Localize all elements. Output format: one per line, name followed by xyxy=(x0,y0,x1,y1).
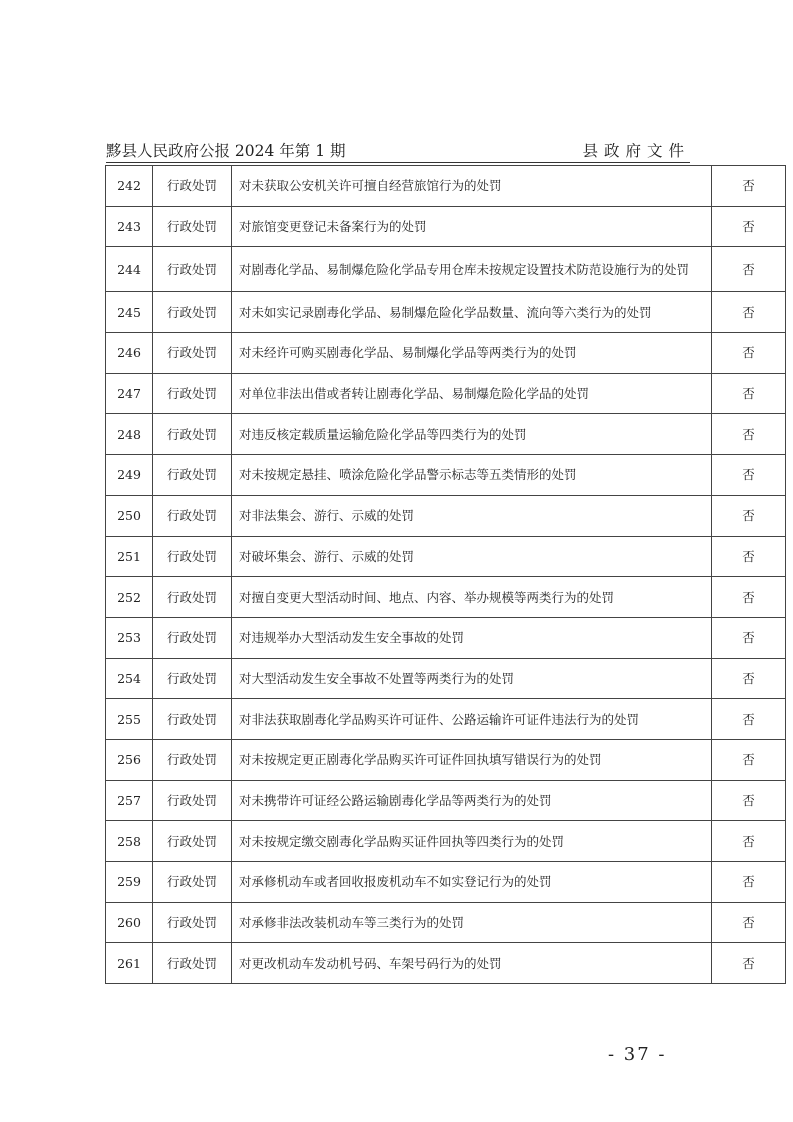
table-row xyxy=(106,617,786,658)
row-flag: 否 xyxy=(712,658,786,699)
row-flag: 否 xyxy=(712,292,786,333)
row-number: 256 xyxy=(106,739,153,780)
row-type: 行政处罚 xyxy=(153,943,232,984)
row-description: 对未携带许可证经公路运输剧毒化学品等两类行为的处罚 xyxy=(232,780,712,821)
table-row xyxy=(106,333,786,374)
row-flag: 否 xyxy=(712,577,786,618)
table-row xyxy=(106,821,786,862)
row-description: 对大型活动发生安全事故不处置等两类行为的处罚 xyxy=(232,658,712,699)
row-type: 行政处罚 xyxy=(153,862,232,903)
row-type: 行政处罚 xyxy=(153,373,232,414)
row-number: 245 xyxy=(106,292,153,333)
row-number: 252 xyxy=(106,577,153,618)
row-description: 对未按规定更正剧毒化学品购买许可证件回执填写错误行为的处罚 xyxy=(232,739,712,780)
row-number: 254 xyxy=(106,658,153,699)
page-number: - 37 - xyxy=(608,1044,667,1065)
row-description: 对违规举办大型活动发生安全事故的处罚 xyxy=(232,617,712,658)
row-type: 行政处罚 xyxy=(153,821,232,862)
row-number: 258 xyxy=(106,821,153,862)
row-type: 行政处罚 xyxy=(153,658,232,699)
row-type: 行政处罚 xyxy=(153,414,232,455)
row-number: 242 xyxy=(106,166,153,207)
row-description: 对未按规定悬挂、喷涂危险化学品警示标志等五类情形的处罚 xyxy=(232,455,712,496)
section-title: 县政府文件 xyxy=(582,142,690,160)
table-row xyxy=(106,414,786,455)
row-number: 247 xyxy=(106,373,153,414)
table-row xyxy=(106,206,786,247)
row-number: 243 xyxy=(106,206,153,247)
row-type: 行政处罚 xyxy=(153,617,232,658)
row-flag: 否 xyxy=(712,414,786,455)
row-description: 对违反核定载质量运输危险化学品等四类行为的处罚 xyxy=(232,414,712,455)
row-number: 261 xyxy=(106,943,153,984)
row-flag: 否 xyxy=(712,166,786,207)
items-table xyxy=(105,165,786,984)
page-header xyxy=(106,137,690,163)
row-type: 行政处罚 xyxy=(153,247,232,292)
row-type: 行政处罚 xyxy=(153,739,232,780)
row-type: 行政处罚 xyxy=(153,902,232,943)
row-description: 对未获取公安机关许可擅自经营旅馆行为的处罚 xyxy=(232,166,712,207)
header-divider xyxy=(106,162,690,163)
row-description: 对未按规定缴交剧毒化学品购买证件回执等四类行为的处罚 xyxy=(232,821,712,862)
table-row xyxy=(106,247,786,292)
row-flag: 否 xyxy=(712,617,786,658)
row-number: 259 xyxy=(106,862,153,903)
table-row xyxy=(106,780,786,821)
row-description: 对未如实记录剧毒化学品、易制爆危险化学品数量、流向等六类行为的处罚 xyxy=(232,292,712,333)
row-number: 253 xyxy=(106,617,153,658)
table-row xyxy=(106,699,786,740)
row-type: 行政处罚 xyxy=(153,292,232,333)
row-type: 行政处罚 xyxy=(153,577,232,618)
table-row xyxy=(106,166,786,207)
row-number: 255 xyxy=(106,699,153,740)
row-type: 行政处罚 xyxy=(153,699,232,740)
row-flag: 否 xyxy=(712,495,786,536)
row-type: 行政处罚 xyxy=(153,333,232,374)
row-type: 行政处罚 xyxy=(153,780,232,821)
table-row xyxy=(106,292,786,333)
row-flag: 否 xyxy=(712,902,786,943)
table-row xyxy=(106,455,786,496)
row-type: 行政处罚 xyxy=(153,166,232,207)
row-number: 251 xyxy=(106,536,153,577)
row-description: 对承修非法改装机动车等三类行为的处罚 xyxy=(232,902,712,943)
row-description: 对非法获取剧毒化学品购买许可证件、公路运输许可证件违法行为的处罚 xyxy=(232,699,712,740)
row-number: 257 xyxy=(106,780,153,821)
table-row xyxy=(106,577,786,618)
table-row xyxy=(106,536,786,577)
row-flag: 否 xyxy=(712,247,786,292)
row-description: 对未经许可购买剧毒化学品、易制爆化学品等两类行为的处罚 xyxy=(232,333,712,374)
row-flag: 否 xyxy=(712,862,786,903)
table-row xyxy=(106,943,786,984)
row-number: 250 xyxy=(106,495,153,536)
table-row xyxy=(106,739,786,780)
row-flag: 否 xyxy=(712,455,786,496)
row-number: 244 xyxy=(106,247,153,292)
row-flag: 否 xyxy=(712,373,786,414)
row-type: 行政处罚 xyxy=(153,536,232,577)
table-row xyxy=(106,373,786,414)
table-row xyxy=(106,495,786,536)
row-description: 对旅馆变更登记未备案行为的处罚 xyxy=(232,206,712,247)
bulletin-title: 黟县人民政府公报 2024 年第 1 期 xyxy=(106,142,346,160)
row-flag: 否 xyxy=(712,821,786,862)
table-row xyxy=(106,658,786,699)
row-number: 249 xyxy=(106,455,153,496)
row-type: 行政处罚 xyxy=(153,455,232,496)
row-flag: 否 xyxy=(712,943,786,984)
row-flag: 否 xyxy=(712,206,786,247)
row-description: 对单位非法出借或者转让剧毒化学品、易制爆危险化学品的处罚 xyxy=(232,373,712,414)
row-number: 260 xyxy=(106,902,153,943)
row-flag: 否 xyxy=(712,333,786,374)
row-description: 对承修机动车或者回收报废机动车不如实登记行为的处罚 xyxy=(232,862,712,903)
row-flag: 否 xyxy=(712,780,786,821)
row-number: 246 xyxy=(106,333,153,374)
row-description: 对更改机动车发动机号码、车架号码行为的处罚 xyxy=(232,943,712,984)
row-description: 对破坏集会、游行、示威的处罚 xyxy=(232,536,712,577)
row-type: 行政处罚 xyxy=(153,206,232,247)
row-description: 对剧毒化学品、易制爆危险化学品专用仓库未按规定设置技术防范设施行为的处罚 xyxy=(232,247,712,292)
row-description: 对非法集会、游行、示威的处罚 xyxy=(232,495,712,536)
row-description: 对擅自变更大型活动时间、地点、内容、举办规模等两类行为的处罚 xyxy=(232,577,712,618)
row-flag: 否 xyxy=(712,536,786,577)
row-flag: 否 xyxy=(712,739,786,780)
row-type: 行政处罚 xyxy=(153,495,232,536)
table-row xyxy=(106,902,786,943)
row-number: 248 xyxy=(106,414,153,455)
table-row xyxy=(106,862,786,903)
row-flag: 否 xyxy=(712,699,786,740)
